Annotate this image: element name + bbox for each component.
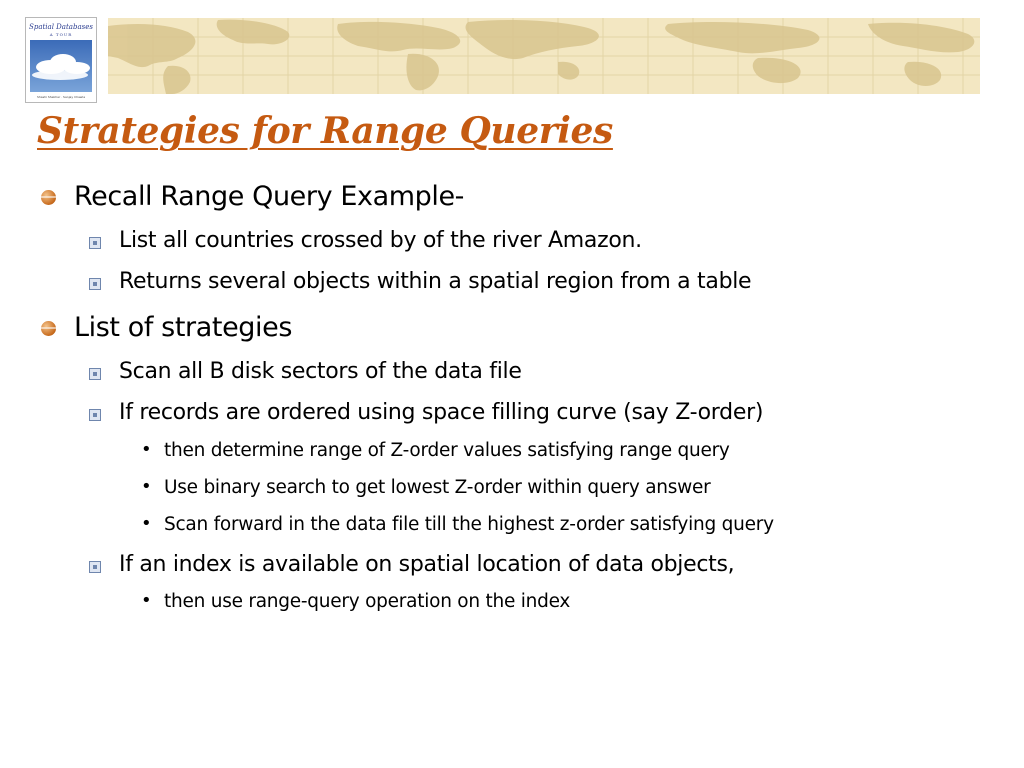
bullet-level3-scan-forward: Scan forward in the data file till the highest z-order satisfying query xyxy=(164,514,774,535)
book-cover-sky-image xyxy=(30,40,92,92)
world-map-banner xyxy=(108,18,980,94)
bullet-level2-space-filling: If records are ordered using space filling curve (say Z-order) xyxy=(119,400,764,425)
bullet-level1-recall: Recall Range Query Example- xyxy=(74,181,465,212)
bullet-level2-index-available: If an index is available on spatial location of data objects, xyxy=(119,552,735,577)
bullet-level2-countries: List all countries crossed by of the river Amazon. xyxy=(119,228,642,253)
world-map-image xyxy=(108,18,980,94)
orange-orb-bullet-icon xyxy=(41,190,56,205)
book-cover xyxy=(25,17,97,103)
boxed-square-bullet-icon xyxy=(89,237,101,249)
bullet-level3-determine-range: then determine range of Z-order values satisfying range query xyxy=(164,440,730,461)
book-cover-authors: Shashi Shekhar · Sanjay Chawla xyxy=(36,95,86,99)
dot-bullet-icon: • xyxy=(141,513,152,534)
boxed-square-bullet-icon xyxy=(89,561,101,573)
book-cover-title: Spatial Databases xyxy=(29,23,93,31)
boxed-square-bullet-icon xyxy=(89,409,101,421)
dot-bullet-icon: • xyxy=(141,476,152,497)
dot-bullet-icon: • xyxy=(141,590,152,611)
orange-orb-bullet-icon xyxy=(41,321,56,336)
boxed-square-bullet-icon xyxy=(89,368,101,380)
bullet-level1-strategies: List of strategies xyxy=(74,312,293,343)
dot-bullet-icon: • xyxy=(141,439,152,460)
book-cover-subtitle: A TOUR xyxy=(49,32,73,37)
bullet-level2-scan-sectors: Scan all B disk sectors of the data file xyxy=(119,359,522,384)
bullet-level3-binary-search: Use binary search to get lowest Z-order within query answer xyxy=(164,477,711,498)
bullet-level2-returns: Returns several objects within a spatial region from a table xyxy=(119,269,752,294)
bullet-level3-range-query-op: then use range-query operation on the index xyxy=(164,591,571,612)
slide-title: Strategies for Range Queries xyxy=(37,110,613,152)
boxed-square-bullet-icon xyxy=(89,278,101,290)
